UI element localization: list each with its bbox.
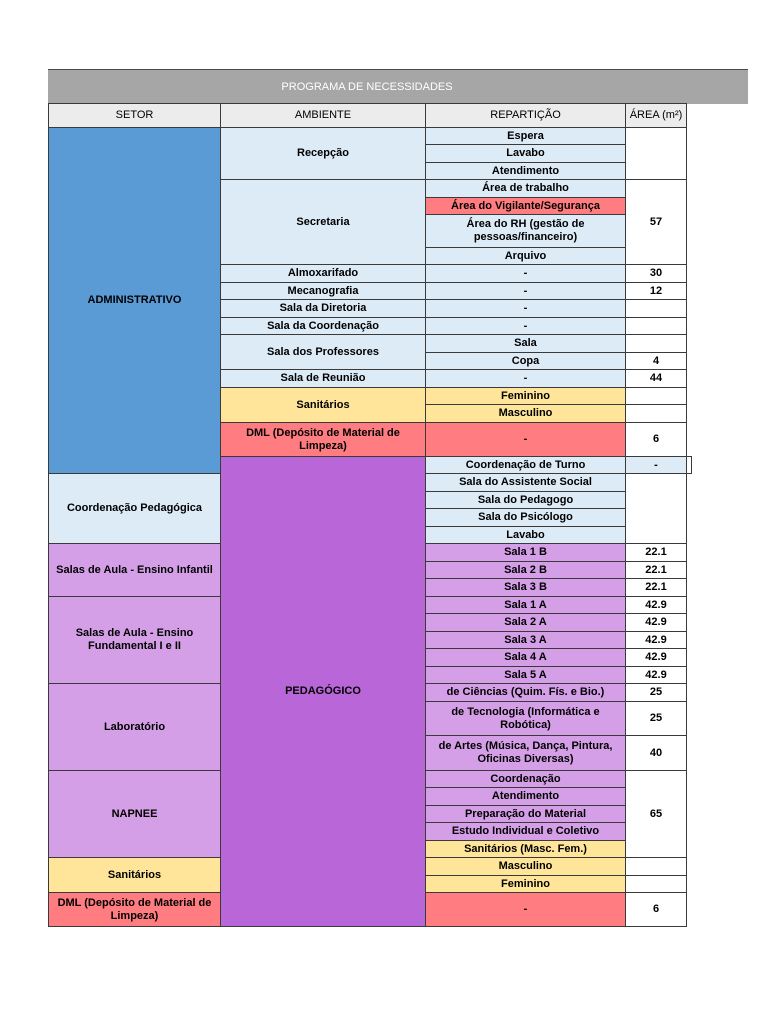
area-masculino-admin	[626, 405, 687, 423]
rep-sala-4a: Sala 4 A	[426, 649, 626, 667]
rep-arquivo: Arquivo	[426, 248, 626, 265]
area-sala-4a: 42.9	[626, 649, 687, 667]
area-sala-reuniao: 44	[626, 370, 687, 388]
area-lab-tecnologia: 25	[626, 702, 687, 736]
ambiente-almoxarifado: Almoxarifado	[221, 265, 426, 283]
rep-napnee-coordenacao: Coordenação	[426, 771, 626, 788]
rep-area-vigilante: Área do Vigilante/Segurança	[426, 198, 626, 215]
ambiente-recepcao: Recepção	[221, 128, 426, 180]
ambiente-salas-infantil: Salas de Aula - Ensino Infantil	[49, 544, 221, 597]
rep-area-trabalho: Área de trabalho	[426, 180, 626, 198]
rep-copa: Copa	[426, 353, 626, 370]
rep-lab-tecnologia: de Tecnologia (Informática e Robótica)	[426, 702, 626, 736]
area-sala-2b: 22.1	[626, 562, 687, 579]
rep-sala-3a: Sala 3 A	[426, 632, 626, 649]
area-lab-ciencias: 25	[626, 684, 687, 702]
header-setor: SETOR	[49, 104, 221, 128]
rep-sala-2b: Sala 2 B	[426, 562, 626, 579]
rep-feminino-ped: Feminino	[426, 876, 626, 893]
header-reparticao: REPARTIÇÃO	[426, 104, 626, 128]
area-sala-1b: 22.1	[626, 544, 687, 562]
sector-pedagogico: PEDAGÓGICO	[221, 457, 426, 927]
ambiente-mecanografia: Mecanografia	[221, 283, 426, 300]
table-title: PROGRAMA DE NECESSIDADES	[281, 81, 453, 93]
ambiente-sala-coordenacao: Sala da Coordenação	[221, 318, 426, 335]
area-napnee: 65	[626, 771, 687, 858]
rep-lavabo-ped: Lavabo	[426, 527, 626, 544]
rep-napnee-atendimento: Atendimento	[426, 788, 626, 806]
area-almoxarifado: 30	[626, 265, 687, 283]
area-copa: 4	[626, 353, 687, 370]
rep-napnee-preparacao: Preparação do Material	[426, 806, 626, 823]
rep-sala: Sala	[426, 335, 626, 353]
rep-feminino-admin: Feminino	[426, 388, 626, 405]
rep-psicologo: Sala do Psicólogo	[426, 509, 626, 527]
rep-dml-ped: -	[426, 893, 626, 927]
area-sala-3a: 42.9	[626, 632, 687, 649]
header-ambiente: AMBIENTE	[221, 104, 426, 128]
ambiente-napnee: NAPNEE	[49, 771, 221, 858]
ambiente-secretaria: Secretaria	[221, 180, 426, 265]
area-lab-artes: 40	[626, 736, 687, 771]
ambiente-sala-diretoria: Sala da Diretoria	[221, 300, 426, 318]
rep-mecanografia: -	[426, 283, 626, 300]
ambiente-salas-fundamental: Salas de Aula - Ensino Fundamental I e II	[49, 597, 221, 684]
ambiente-sanitarios-ped: Sanitários	[49, 858, 221, 893]
rep-sala-1b: Sala 1 B	[426, 544, 626, 562]
rep-coord-turno: -	[626, 457, 687, 474]
area-sala-3b: 22.1	[626, 579, 687, 597]
ambiente-dml-ped: DML (Depósito de Material de Limpeza)	[49, 893, 221, 927]
rep-sala-coordenacao: -	[426, 318, 626, 335]
area-sala-diretoria	[626, 300, 687, 318]
area-sala-professores	[626, 335, 687, 353]
ambiente-sala-reuniao: Sala de Reunião	[221, 370, 426, 388]
rep-lavabo: Lavabo	[426, 145, 626, 163]
rep-sala-reuniao: -	[426, 370, 626, 388]
rep-napnee-estudo: Estudo Individual e Coletivo	[426, 823, 626, 841]
rep-lab-ciencias: de Ciências (Quim. Fís. e Bio.)	[426, 684, 626, 702]
ambiente-sala-professores: Sala dos Professores	[221, 335, 426, 370]
rep-lab-artes: de Artes (Música, Dança, Pintura, Oficinas Diversas)	[426, 736, 626, 771]
area-sala-1a: 42.9	[626, 597, 687, 614]
area-mecanografia: 12	[626, 283, 687, 300]
rep-napnee-sanitarios: Sanitários (Masc. Fem.)	[426, 841, 626, 858]
rep-dml-admin: -	[426, 423, 626, 457]
rep-espera: Espera	[426, 128, 626, 145]
area-sala-2a: 42.9	[626, 614, 687, 632]
ambiente-coord-turno: Coordenação de Turno	[426, 457, 626, 474]
rep-area-rh: Área do RH (gestão de pessoas/financeiro)	[426, 215, 626, 248]
rep-sala-diretoria: -	[426, 300, 626, 318]
rep-almoxarifado: -	[426, 265, 626, 283]
area-secretaria: 57	[626, 180, 687, 265]
title-bar	[48, 69, 748, 104]
area-coord-pedagogica	[626, 474, 687, 544]
rep-sala-2a: Sala 2 A	[426, 614, 626, 632]
area-feminino-ped	[626, 876, 687, 893]
ambiente-dml-admin: DML (Depósito de Material de Limpeza)	[221, 423, 426, 457]
area-masculino-ped	[626, 858, 687, 876]
rep-assistente-social: Sala do Assistente Social	[426, 474, 626, 492]
area-dml-ped: 6	[626, 893, 687, 927]
rep-masculino-admin: Masculino	[426, 405, 626, 423]
header-area: ÁREA (m²)	[626, 104, 687, 128]
rep-sala-3b: Sala 3 B	[426, 579, 626, 597]
rep-masculino-ped: Masculino	[426, 858, 626, 876]
area-sala-coordenacao	[626, 318, 687, 335]
ambiente-laboratorio: Laboratório	[49, 684, 221, 771]
rep-sala-5a: Sala 5 A	[426, 667, 626, 684]
sector-administrativo: ADMINISTRATIVO	[49, 128, 221, 474]
area-recepcao	[626, 128, 687, 180]
area-feminino-admin	[626, 388, 687, 405]
area-dml-admin: 6	[626, 423, 687, 457]
rep-pedagogo: Sala do Pedagogo	[426, 492, 626, 509]
ambiente-sanitarios-admin: Sanitários	[221, 388, 426, 423]
area-coord-turno	[687, 457, 692, 474]
rep-sala-1a: Sala 1 A	[426, 597, 626, 614]
area-sala-5a: 42.9	[626, 667, 687, 684]
ambiente-coord-pedagogica: Coordenação Pedagógica	[49, 474, 221, 544]
rep-atendimento: Atendimento	[426, 163, 626, 180]
needs-program-table	[48, 103, 692, 927]
